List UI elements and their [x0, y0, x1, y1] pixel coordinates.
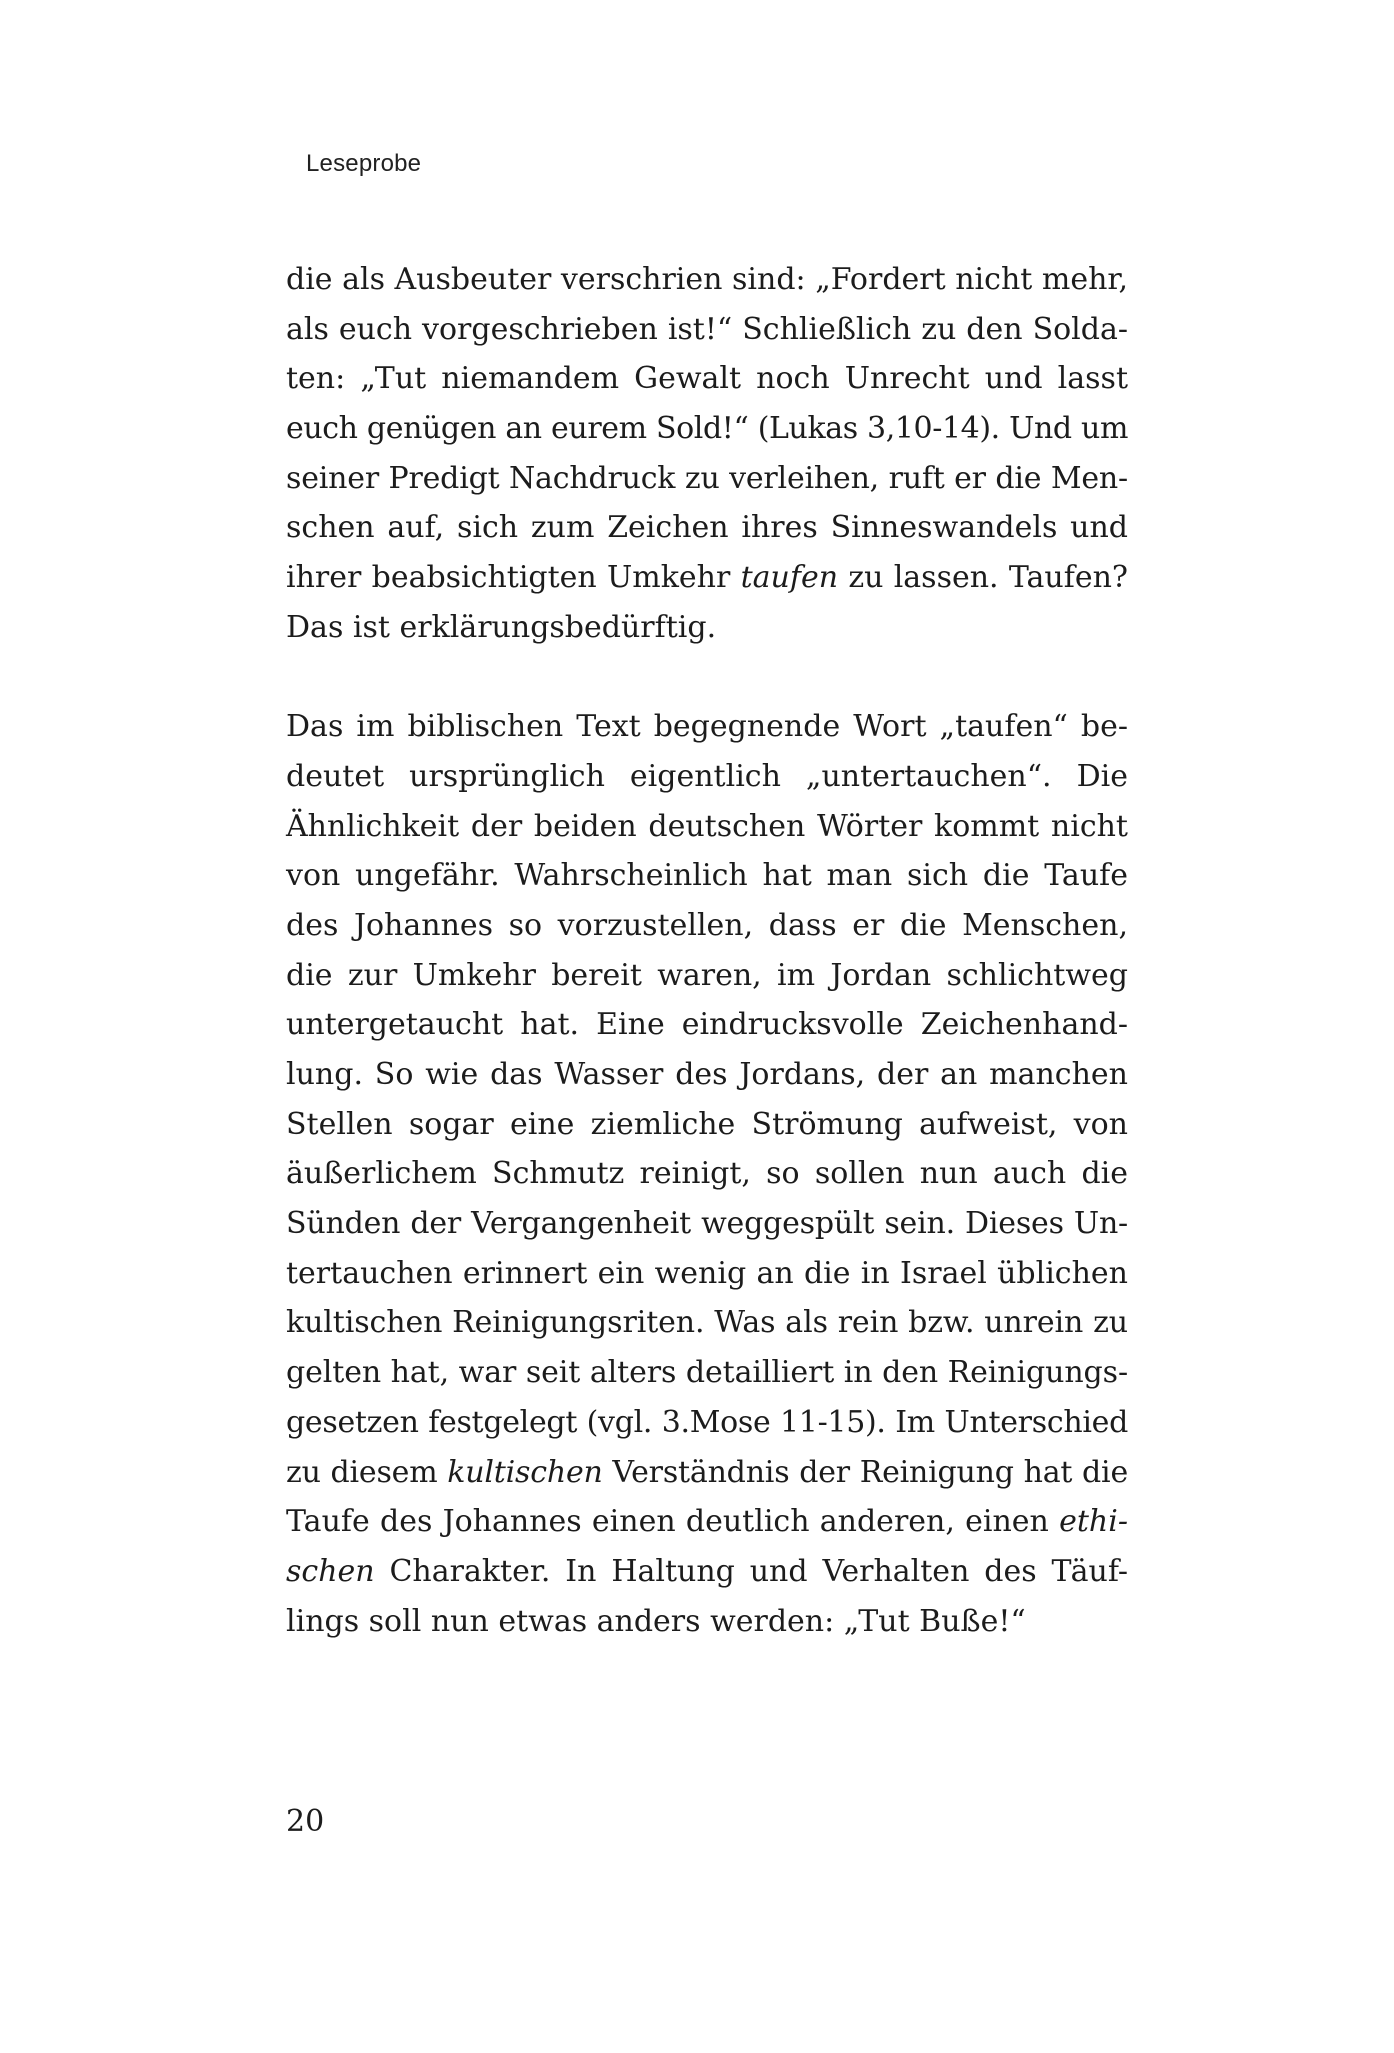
text-line — [286, 1547, 1128, 1597]
text-line — [286, 255, 1128, 305]
text-line — [286, 1000, 1128, 1050]
text-run: äußerlichem Schmutz reinigt, so sollen nun auch die — [286, 1156, 1128, 1192]
text-run: Das im biblischen Text begegnende Wort „taufen“ be- — [286, 709, 1128, 745]
text-run: kultischen Reinigungsriten. Was als rein bzw. unrein zu — [286, 1305, 1128, 1341]
text-run: seiner Predigt Nachdruck zu verleihen, ruft er die Men- — [286, 460, 1128, 496]
paragraph-2 — [286, 702, 1128, 1646]
text-line — [286, 951, 1128, 1001]
body-text — [286, 255, 1128, 1646]
text-line — [286, 752, 1128, 802]
italic-text-run: taufen — [740, 560, 839, 596]
text-line — [286, 1149, 1128, 1199]
text-line — [286, 1050, 1128, 1100]
text-run: euch genügen an eurem Sold!“ (Lukas 3,10-14). Und um — [286, 411, 1128, 447]
text-run: von ungefähr. Wahrscheinlich hat man sich die Taufe — [286, 858, 1128, 894]
text-run: gelten hat, war seit alters detailliert in den Reinigungs- — [286, 1355, 1128, 1391]
text-run: deutet ursprünglich eigentlich „untertauchen“. Die — [286, 758, 1128, 794]
text-run: Sünden der Vergangenheit weggespült sein. Dieses Un- — [286, 1206, 1128, 1242]
text-line — [286, 454, 1128, 504]
text-line — [286, 603, 1128, 653]
text-run: untergetaucht hat. Eine eindrucksvolle Zeichenhand- — [286, 1007, 1128, 1043]
text-run: Verständnis der Reinigung hat die — [602, 1454, 1129, 1490]
text-line — [286, 1448, 1128, 1498]
text-line — [286, 1100, 1128, 1150]
paragraph-1 — [286, 255, 1128, 653]
text-run: als euch vorgeschrieben ist!“ Schließlich zu den Solda- — [286, 311, 1128, 347]
text-line — [286, 702, 1128, 752]
text-run: ihrer beabsichtigten Umkehr — [286, 560, 741, 596]
running-head: Leseprobe — [306, 150, 422, 177]
text-run: Stellen sogar eine ziemliche Strömung aufweist, von — [286, 1106, 1128, 1142]
text-line — [286, 1497, 1128, 1547]
text-run: tertauchen erinnert ein wenig an die in Israel üblichen — [286, 1255, 1128, 1291]
text-run: lings soll nun etwas anders werden: „Tut Buße!“ — [286, 1603, 1026, 1639]
text-run: lung. So wie das Wasser des Jordans, der an manchen — [286, 1057, 1128, 1092]
text-line — [286, 1199, 1128, 1249]
text-line — [286, 851, 1128, 901]
italic-text-run: schen — [286, 1553, 375, 1589]
italic-text-run: ethi- — [1059, 1504, 1128, 1540]
text-line — [286, 901, 1128, 951]
text-line — [286, 354, 1128, 404]
text-run: Taufe des Johannes einen deutlich anderen, einen — [286, 1504, 1060, 1540]
text-run: Charakter. In Haltung und Verhalten des Täuf- — [374, 1553, 1128, 1589]
text-run: zu diesem — [286, 1454, 448, 1490]
text-run: zu lassen. Taufen? — [838, 560, 1128, 596]
text-line — [286, 1597, 1128, 1647]
text-line — [286, 1398, 1128, 1448]
text-line — [286, 305, 1128, 355]
text-line — [286, 802, 1128, 852]
text-run: Das ist erklärungsbedürftig. — [286, 609, 717, 645]
text-line — [286, 1298, 1128, 1348]
text-run: gesetzen festgelegt (vgl. 3.Mose 11-15). Im Unterschied — [286, 1404, 1128, 1440]
text-run: die als Ausbeuter verschrien sind: „Fordert nicht mehr, — [286, 262, 1128, 297]
page-number: 20 — [286, 1804, 325, 1839]
text-line — [286, 1348, 1128, 1398]
text-run: des Johannes so vorzustellen, dass er die Menschen, — [286, 907, 1128, 943]
text-run: Ähnlichkeit der beiden deutschen Wörter kommt nicht — [286, 808, 1128, 844]
text-run: ten: „Tut niemandem Gewalt noch Unrecht und lasst — [286, 361, 1128, 397]
text-line — [286, 503, 1128, 553]
text-run: die zur Umkehr bereit waren, im Jordan schlichtweg — [286, 957, 1128, 993]
text-line — [286, 1249, 1128, 1299]
text-line — [286, 404, 1128, 454]
italic-text-run: kultischen — [447, 1454, 603, 1490]
text-line — [286, 553, 1128, 603]
text-run: schen auf, sich zum Zeichen ihres Sinneswandels und — [286, 510, 1128, 546]
